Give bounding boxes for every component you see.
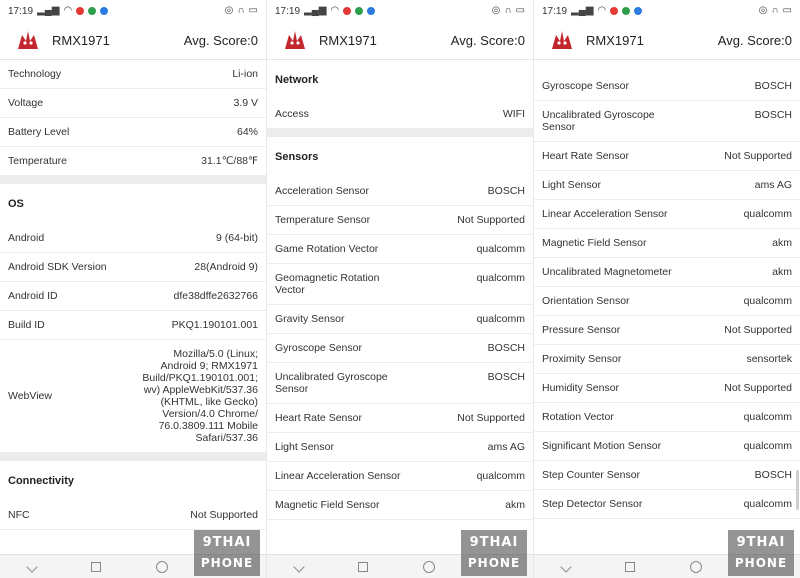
row-value: qualcomm — [476, 470, 525, 482]
recent-apps-icon[interactable] — [690, 561, 702, 573]
row-label: Step Counter Sensor — [542, 469, 641, 481]
list-item — [267, 404, 533, 433]
app-header — [0, 22, 266, 60]
list-item — [267, 433, 533, 462]
row-label: Light Sensor — [275, 441, 334, 453]
list-item — [534, 316, 800, 345]
row-value: BOSCH — [487, 185, 525, 197]
row-value: sensortek — [746, 353, 792, 365]
list-item — [534, 345, 800, 374]
row-value: qualcomm — [743, 208, 792, 220]
status-time: 17:19 — [542, 5, 568, 17]
list-item — [267, 235, 533, 264]
row-value: akm — [772, 237, 792, 249]
section-title-sensors: Sensors — [275, 151, 319, 163]
list-item — [267, 334, 533, 363]
row-value: Not Supported — [457, 214, 525, 226]
list-item — [534, 287, 800, 316]
row-label: Android ID — [8, 290, 58, 302]
list-item — [0, 118, 266, 147]
status-time: 17:19 — [275, 5, 301, 17]
row-label: NFC — [8, 509, 30, 521]
notification-green-icon — [622, 7, 630, 15]
row-label: Linear Acceleration Sensor — [275, 470, 401, 482]
section-title-network: Network — [275, 74, 319, 86]
info-list[interactable] — [267, 60, 533, 554]
row-value: BOSCH — [487, 371, 525, 383]
row-value: Not Supported — [724, 382, 792, 394]
section-title-connectivity: Connectivity — [8, 475, 75, 487]
row-label: Humidity Sensor — [542, 382, 620, 394]
list-item — [0, 340, 266, 453]
mute-icon: ◎ — [224, 5, 234, 16]
home-icon[interactable] — [625, 562, 635, 572]
row-value: PKQ1.190101.001 — [171, 319, 258, 331]
status-bar — [0, 0, 266, 22]
list-item — [267, 100, 533, 129]
status-bar — [534, 0, 800, 22]
headphone-icon: ∩ — [237, 5, 245, 16]
wifi-icon: ◠ — [597, 5, 607, 16]
notification-red-icon — [610, 7, 618, 15]
phone-panel-2 — [267, 0, 533, 578]
row-value: Li-ion — [232, 68, 258, 80]
list-item — [0, 224, 266, 253]
battery-icon: ▭ — [782, 5, 792, 16]
device-name: RMX1971 — [319, 33, 377, 48]
notification-red-icon — [343, 7, 351, 15]
notification-blue-icon — [634, 7, 642, 15]
row-value: BOSCH — [754, 80, 792, 92]
row-label: Magnetic Field Sensor — [275, 499, 380, 511]
row-value: Mozilla/5.0 (Linux; Android 9; RMX1971 Build/PKQ1.190101.001; wv) AppleWebKit/537.36 (KHTML, like Gecko) Version/4.0 Chrome/ 76.0.3809.111 Mobile Safari/537.36 — [142, 348, 258, 444]
row-label: Uncalibrated Gyroscope Sensor — [275, 371, 388, 395]
section-divider — [267, 129, 533, 137]
battery-icon: ▭ — [248, 5, 258, 16]
row-label: Geomagnetic Rotation Vector — [275, 272, 380, 296]
scrollbar[interactable] — [796, 470, 799, 510]
section-title-os: OS — [8, 198, 24, 210]
avg-score: Avg. Score:0 — [183, 33, 258, 48]
row-label: Battery Level — [8, 126, 70, 138]
info-list[interactable] — [534, 72, 800, 554]
status-bar — [267, 0, 533, 22]
list-item — [534, 171, 800, 200]
row-value: 3.9 V — [233, 97, 258, 109]
headphone-icon: ∩ — [504, 5, 512, 16]
row-label: Temperature — [8, 155, 67, 167]
wifi-icon: ◠ — [63, 5, 73, 16]
mute-icon: ◎ — [758, 5, 768, 16]
info-list[interactable] — [0, 60, 266, 554]
row-value: Not Supported — [724, 324, 792, 336]
row-value: akm — [505, 499, 525, 511]
row-label: Light Sensor — [542, 179, 601, 191]
row-value: 31.1℃/88℉ — [201, 155, 258, 167]
list-item — [267, 491, 533, 520]
row-value: BOSCH — [754, 469, 792, 481]
row-label: Heart Rate Sensor — [542, 150, 629, 162]
row-value: qualcomm — [476, 243, 525, 255]
phone-panel-1 — [0, 0, 266, 578]
signal-icon: ▂▄▆ — [37, 5, 60, 16]
phone-panel-3 — [534, 0, 800, 578]
status-time: 17:19 — [8, 5, 34, 17]
antutu-logo-icon — [14, 27, 42, 55]
signal-icon: ▂▄▆ — [571, 5, 594, 16]
row-label: Orientation Sensor — [542, 295, 630, 307]
antutu-logo-icon — [281, 27, 309, 55]
row-value: qualcomm — [743, 498, 792, 510]
row-label: Voltage — [8, 97, 44, 109]
avg-score: Avg. Score:0 — [450, 33, 525, 48]
notification-blue-icon — [100, 7, 108, 15]
home-icon[interactable] — [91, 562, 101, 572]
row-label: Game Rotation Vector — [275, 243, 379, 255]
watermark-logo: 9THAI PHONE — [194, 530, 260, 576]
watermark-logo: 9THAI PHONE — [461, 530, 527, 576]
row-value: Not Supported — [190, 509, 258, 521]
row-label: Uncalibrated Magnetometer — [542, 266, 672, 278]
row-label: Android SDK Version — [8, 261, 107, 273]
headphone-icon: ∩ — [771, 5, 779, 16]
row-label: Technology — [8, 68, 62, 80]
notification-red-icon — [76, 7, 84, 15]
row-label: Android — [8, 232, 45, 244]
list-item — [267, 462, 533, 491]
list-item — [267, 363, 533, 404]
notification-blue-icon — [367, 7, 375, 15]
row-value: qualcomm — [743, 440, 792, 452]
row-label: Rotation Vector — [542, 411, 614, 423]
back-icon[interactable] — [26, 561, 37, 572]
notification-green-icon — [355, 7, 363, 15]
battery-icon: ▭ — [515, 5, 525, 16]
avg-score: Avg. Score:0 — [717, 33, 792, 48]
list-item — [0, 282, 266, 311]
list-item — [534, 229, 800, 258]
list-item — [534, 200, 800, 229]
row-label: Uncalibrated Gyroscope Sensor — [542, 109, 655, 133]
device-name: RMX1971 — [52, 33, 110, 48]
row-value: Not Supported — [457, 412, 525, 424]
list-item — [267, 206, 533, 235]
back-icon[interactable] — [293, 561, 304, 572]
row-value: qualcomm — [476, 272, 525, 284]
row-label: Linear Acceleration Sensor — [542, 208, 668, 220]
list-item — [267, 305, 533, 334]
signal-icon: ▂▄▆ — [304, 5, 327, 16]
list-item — [534, 258, 800, 287]
row-label: Proximity Sensor — [542, 353, 622, 365]
device-name: RMX1971 — [586, 33, 644, 48]
list-item — [0, 60, 266, 89]
list-item — [534, 490, 800, 519]
row-value: qualcomm — [476, 313, 525, 325]
section-divider — [0, 176, 266, 184]
row-label: Gravity Sensor — [275, 313, 345, 325]
back-icon[interactable] — [560, 561, 571, 572]
row-label: Acceleration Sensor — [275, 185, 369, 197]
row-value: akm — [772, 266, 792, 278]
row-label: Heart Rate Sensor — [275, 412, 362, 424]
row-value: qualcomm — [743, 411, 792, 423]
app-header — [534, 22, 800, 60]
recent-apps-icon[interactable] — [156, 561, 168, 573]
row-label: Magnetic Field Sensor — [542, 237, 647, 249]
list-item — [534, 461, 800, 490]
row-value: BOSCH — [487, 342, 525, 354]
row-value: WIFI — [502, 108, 525, 120]
recent-apps-icon[interactable] — [423, 561, 435, 573]
row-value: BOSCH — [754, 109, 792, 121]
watermark-logo: 9THAI PHONE — [728, 530, 794, 576]
list-item — [534, 142, 800, 171]
antutu-logo-icon — [548, 27, 576, 55]
list-item — [534, 374, 800, 403]
list-item — [0, 311, 266, 340]
row-value: 28(Android 9) — [194, 261, 258, 273]
row-label: Significant Motion Sensor — [542, 440, 662, 452]
mute-icon: ◎ — [491, 5, 501, 16]
row-label: Build ID — [8, 319, 45, 331]
list-item — [0, 147, 266, 176]
row-value: ams AG — [487, 441, 525, 453]
list-item — [534, 403, 800, 432]
row-value: ams AG — [754, 179, 792, 191]
row-label: Access — [275, 108, 309, 120]
row-value: Not Supported — [724, 150, 792, 162]
row-value: 9 (64-bit) — [215, 232, 258, 244]
row-label: WebView — [8, 390, 52, 402]
row-label: Gyroscope Sensor — [542, 80, 629, 92]
app-header — [267, 22, 533, 60]
row-label: Gyroscope Sensor — [275, 342, 362, 354]
list-item — [534, 432, 800, 461]
section-divider — [0, 453, 266, 461]
row-value: dfe38dffe2632766 — [173, 290, 258, 302]
home-icon[interactable] — [358, 562, 368, 572]
list-item — [534, 101, 800, 142]
notification-green-icon — [88, 7, 96, 15]
list-item — [0, 253, 266, 282]
list-item — [267, 177, 533, 206]
row-label: Pressure Sensor — [542, 324, 621, 336]
wifi-icon: ◠ — [330, 5, 340, 16]
row-label: Step Detector Sensor — [542, 498, 643, 510]
row-value: 64% — [236, 126, 258, 138]
list-item — [0, 501, 266, 530]
row-value: qualcomm — [743, 295, 792, 307]
list-item — [0, 89, 266, 118]
row-label: Temperature Sensor — [275, 214, 371, 226]
list-item — [267, 264, 533, 305]
list-item — [534, 72, 800, 101]
